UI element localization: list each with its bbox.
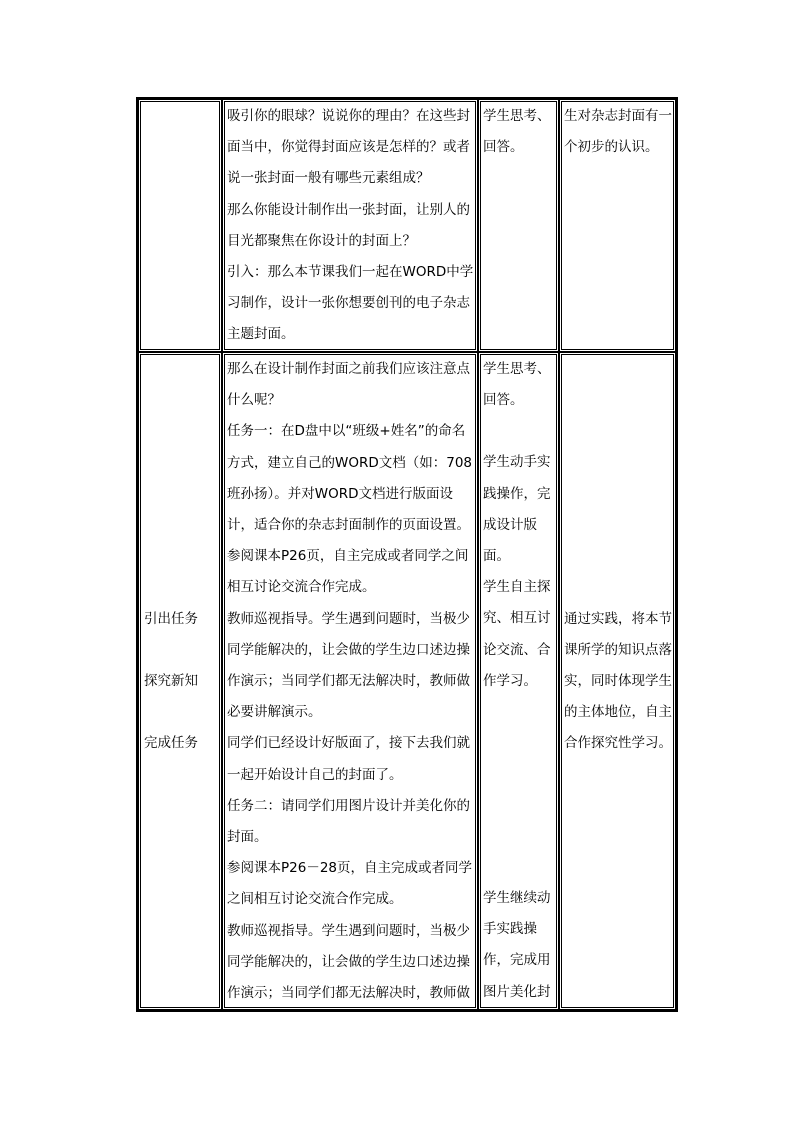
purpose-cell xyxy=(559,99,676,352)
student-text: 学生自主探究、相互讨论交流、合作学习。 xyxy=(483,579,551,689)
teacher-text: 教师巡视指导。学生遇到问题时，当极少同学能解决的，让会做的学生边口述边操作演示；当同学们都无法解决时，教师做 xyxy=(227,922,470,1002)
teacher-text: 教师巡视指导。学生遇到问题时，当极少同学能解决的，让会做的学生边口述边操作演示；当同学们都无法解决时，教师做必要讲解演示。 xyxy=(227,610,470,721)
teacher-text: 吸引你的眼球？说说你的理由？在这些封面当中，你觉得封面应该是怎样的？或者说一张封面一般有哪些元素组成？ xyxy=(227,108,470,187)
table-row xyxy=(138,352,676,1010)
student-text: 学生动手实践操作，完成设计版面。 xyxy=(483,454,551,565)
table-row xyxy=(138,99,676,352)
purpose-text: 生对杂志封面有一个初步的认识。 xyxy=(564,108,672,156)
stage-cell xyxy=(138,99,222,352)
stage-label: 引出任务 xyxy=(144,610,198,627)
stage-cell xyxy=(138,352,222,1010)
lesson-plan-table xyxy=(136,97,678,1012)
student-activity-cell xyxy=(478,352,559,1010)
teacher-text: 任务二：请同学们用图片设计并美化你的封面。 xyxy=(227,797,470,846)
teacher-text: 任务一：在D盘中以“班级+姓名”的命名方式，建立自己的WORD文档（如：708班孙扬）。并对WORD文档进行版面设计，适合你的杂志封面制作的页面设置。 xyxy=(227,423,473,534)
purpose-text: 通过实践，将本节课所学的知识点落实，同时体现学生的主体地位，自主合作探究性学习。 xyxy=(564,610,672,752)
teacher-text: 那么你能设计制作出一张封面，让别人的目光都聚焦在你设计的封面上？ xyxy=(227,201,470,249)
teacher-text: 那么在设计制作封面之前我们应该注意点什么呢？ xyxy=(227,361,470,409)
stage-label: 探究新知 xyxy=(144,673,198,690)
teacher-activity-cell xyxy=(222,99,478,352)
student-text: 学生思考、回答。 xyxy=(483,108,551,156)
stage-label: 完成任务 xyxy=(144,735,198,752)
purpose-cell xyxy=(559,352,676,1010)
teacher-text: 参阅课本P26页，自主完成或者同学之间相互讨论交流合作完成。 xyxy=(227,548,469,596)
student-activity-cell xyxy=(478,99,559,352)
teacher-activity-cell xyxy=(222,352,478,1010)
teacher-text: 参阅课本P26－28页，自主完成或者同学之间相互讨论交流合作完成。 xyxy=(227,860,472,908)
teacher-text: 引入：那么本节课我们一起在WORD中学习制作，设计一张你想要创刊的电子杂志主题封面。 xyxy=(227,264,474,343)
teacher-text: 同学们已经设计好版面了，接下去我们就一起开始设计自己的封面了。 xyxy=(227,735,470,783)
student-text: 学生继续动手实践操作，完成用图片美化封 xyxy=(483,890,551,1000)
student-text: 学生思考、回答。 xyxy=(483,361,551,409)
